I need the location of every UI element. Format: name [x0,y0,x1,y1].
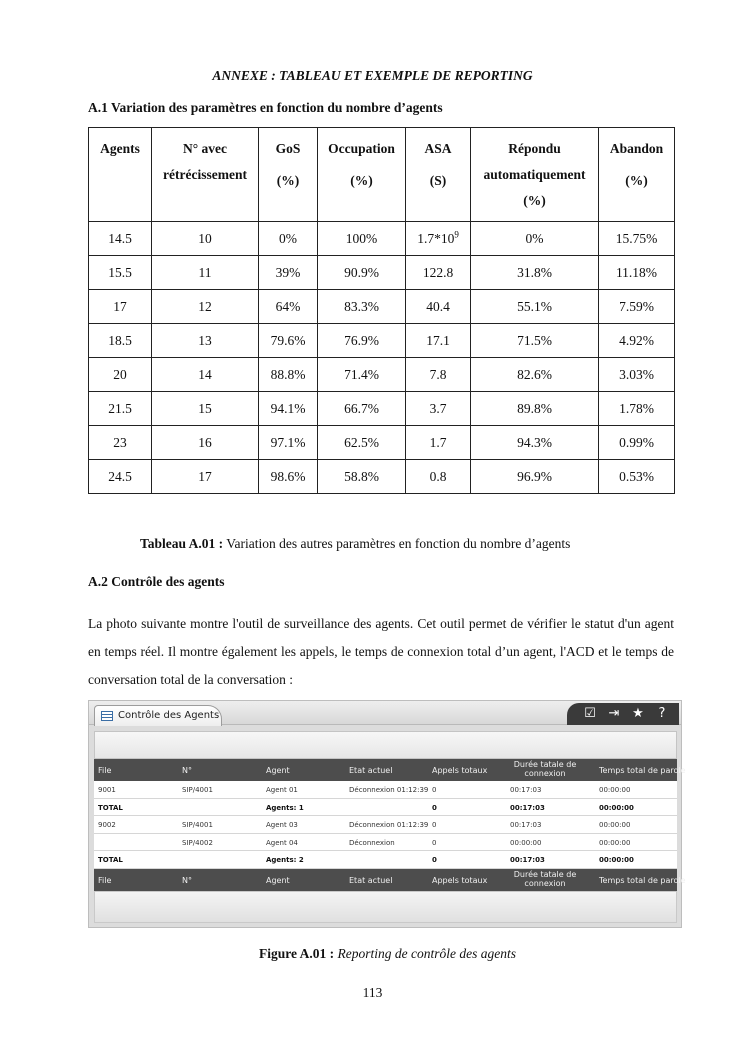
table-caption-text: Variation des autres paramètres en fonction du nombre d’agents [223,536,571,551]
cell-asa: 7.8 [406,358,471,392]
cell-abandon: 7.59% [599,290,675,324]
cell-abandon: 0.99% [599,426,675,460]
grid-cell-talk-time: 00:00:00 [599,856,634,865]
column-header-current-state[interactable]: Etat actuel [349,766,393,775]
cell-occupation: 76.9% [318,324,406,358]
table-row [89,222,675,256]
header-asa: ASA (S) [406,128,471,222]
cell-abandon: 11.18% [599,256,675,290]
grid-cell-number: SIP/4002 [182,838,213,847]
cell-agents: 17 [89,290,152,324]
grid-footer [94,891,677,923]
agent-control-screenshot [88,700,686,928]
table-row [89,290,675,324]
cell-agents: 18.5 [89,324,152,358]
cell-auto-answered: 96.9% [471,460,599,494]
table-row [89,256,675,290]
grid-cell-connection-duration: 00:00:00 [510,838,542,847]
star-icon[interactable]: ★ [632,706,644,721]
cell-occupation: 66.7% [318,392,406,426]
grid-cell-agent: Agent 01 [266,786,298,794]
edit-icon[interactable]: ☑ [584,706,596,721]
cell-abandon: 1.78% [599,392,675,426]
cell-shrinkage: 17 [152,460,259,494]
header-agents: Agents [89,128,152,222]
body-paragraph: La photo suivante montre l'outil de surveillance des agents. Cet outil permet de vérifier le statut d'un agent en temps réel. Il montre également les appels, le temps de connexion total d’un agent, l'ACD et le temps de conversation total de la conversation : [88,616,674,687]
list-icon [101,711,113,721]
cell-auto-answered: 94.3% [471,426,599,460]
cell-asa: 122.8 [406,256,471,290]
cell-agents: 21.5 [89,392,152,426]
grid-cell-file: 9002 [98,821,116,830]
grid-cell-talk-time: 00:00:00 [599,821,631,830]
header-abandon: Abandon (%) [599,128,675,222]
cell-gos: 94.1% [259,392,318,426]
cell-shrinkage: 12 [152,290,259,324]
exit-icon[interactable]: ⇥ [608,706,620,721]
grid-cell-total-calls: 0 [432,803,437,812]
cell-agents: 20 [89,358,152,392]
grid-cell-number: SIP/4001 [182,821,213,830]
figure-caption [259,946,516,962]
cell-occupation: 71.4% [318,358,406,392]
column-header-total-calls[interactable]: Appels totaux [432,876,488,885]
total-row[interactable] [94,799,677,817]
cell-agents: 24.5 [89,460,152,494]
grid-cell-connection-duration: 00:17:03 [510,786,542,794]
cell-asa: $1.7*10^9$ [406,222,471,256]
column-header-talk-time[interactable]: Temps total de parole [599,766,686,775]
table-row [89,358,675,392]
cell-shrinkage: 15 [152,392,259,426]
column-header-connection-duration[interactable]: Durée tatale de connexion [513,870,577,888]
cell-auto-answered: 89.8% [471,392,599,426]
grid-cell-connection-duration: 00:17:03 [510,856,545,865]
grid-cell-connection-duration: 00:17:03 [510,803,545,812]
column-header-number[interactable]: N° [182,766,192,775]
cell-shrinkage: 13 [152,324,259,358]
filter-toolbar [94,731,677,759]
table-row [89,460,675,494]
table-header-row [89,128,675,222]
cell-gos: 39% [259,256,318,290]
tab-label: Contrôle des Agents [118,710,220,721]
cell-asa: 17.1 [406,324,471,358]
column-header-connection-duration[interactable]: Durée tatale de connexion [513,760,577,778]
grid-cell-talk-time: 00:00:00 [599,838,631,847]
cell-auto-answered: 55.1% [471,290,599,324]
header-gos: GoS (%) [259,128,318,222]
cell-occupation: 100% [318,222,406,256]
grid-cell-talk-time: 00:00:00 [599,803,634,812]
table-row [89,392,675,426]
total-row[interactable] [94,851,677,869]
agents-variation-table [88,127,675,494]
window-topbar [89,701,681,725]
grid-cell-agent: Agents: 2 [266,856,304,865]
grid-cell-total-calls: 0 [432,821,437,830]
cell-auto-answered: 31.8% [471,256,599,290]
cell-gos: 97.1% [259,426,318,460]
table-row [89,426,675,460]
grid-cell-file: TOTAL [98,803,123,812]
agent-grid [94,781,677,869]
column-header-total-calls[interactable]: Appels totaux [432,766,488,775]
grid-cell-current-state: Déconnexion 01:12:39 [349,821,429,830]
grid-footer-header [94,869,686,891]
column-header-talk-time[interactable]: Temps total de parole [599,876,686,885]
cell-agents: 23 [89,426,152,460]
column-header-file[interactable]: File [98,766,112,775]
column-header-file[interactable]: File [98,876,112,885]
help-icon[interactable]: ? [658,706,666,721]
cell-asa: 40.4 [406,290,471,324]
table-caption-label: Tableau A.01 : [140,536,224,551]
section-a1-heading: A.1 Variation des paramètres en fonction du nombre d’agents [88,100,443,115]
cell-gos: 0% [259,222,318,256]
cell-shrinkage: 14 [152,358,259,392]
grid-cell-total-calls: 0 [432,838,437,847]
cell-abandon: 0.53% [599,460,675,494]
cell-occupation: 90.9% [318,256,406,290]
annex-title: ANNEXE : TABLEAU ET EXEMPLE DE REPORTING [212,68,533,83]
grid-cell-agent: Agent 04 [266,838,298,847]
agent-row[interactable] [94,834,677,852]
cell-agents: 14.5 [89,222,152,256]
section-a2-heading: A.2 Contrôle des agents [88,574,225,589]
cell-shrinkage: 11 [152,256,259,290]
grid-cell-total-calls: 0 [432,786,437,794]
cell-shrinkage: 16 [152,426,259,460]
cell-auto-answered: 0% [471,222,599,256]
grid-cell-connection-duration: 00:17:03 [510,821,542,830]
table-row [89,324,675,358]
grid-cell-number: SIP/4001 [182,786,213,794]
grid-cell-total-calls: 0 [432,856,437,865]
cell-gos: 88.8% [259,358,318,392]
cell-auto-answered: 71.5% [471,324,599,358]
cell-occupation: 83.3% [318,290,406,324]
cell-gos: 98.6% [259,460,318,494]
toolbar-icons [567,703,679,725]
grid-cell-file: TOTAL [98,856,123,865]
grid-cell-file: 9001 [98,786,116,794]
header-shrinkage: N° avec rétrécissement [152,128,259,222]
table-caption [140,536,570,552]
cell-abandon: 3.03% [599,358,675,392]
cell-asa: 1.7 [406,426,471,460]
agent-row[interactable] [94,816,677,834]
cell-abandon: 15.75% [599,222,675,256]
cell-auto-answered: 82.6% [471,358,599,392]
grid-cell-agent: Agent 03 [266,821,298,830]
cell-agents: 15.5 [89,256,152,290]
tab-agent-control[interactable] [94,705,222,726]
agent-row[interactable] [94,781,677,799]
figure-caption-text: Reporting de contrôle des agents [334,946,516,961]
cell-shrinkage: 10 [152,222,259,256]
grid-cell-talk-time: 00:00:00 [599,786,631,794]
cell-gos: 64% [259,290,318,324]
cell-gos: 79.6% [259,324,318,358]
column-header-agent[interactable]: Agent [266,876,290,885]
grid-header [94,759,686,781]
cell-abandon: 4.92% [599,324,675,358]
column-header-current-state[interactable]: Etat actuel [349,876,393,885]
column-header-number[interactable]: N° [182,876,192,885]
cell-asa: 0.8 [406,460,471,494]
cell-occupation: 58.8% [318,460,406,494]
grid-cell-current-state: Déconnexion [349,838,395,847]
header-auto-answered: Répondu automatiquement (%) [471,128,599,222]
page-number: 113 [362,985,383,1000]
figure-caption-label: Figure A.01 : [259,946,335,961]
header-occupation: Occupation (%) [318,128,406,222]
cell-occupation: 62.5% [318,426,406,460]
grid-cell-current-state: Déconnexion 01:12:39 [349,786,429,794]
cell-asa: 3.7 [406,392,471,426]
column-header-agent[interactable]: Agent [266,766,290,775]
grid-cell-agent: Agents: 1 [266,803,304,812]
